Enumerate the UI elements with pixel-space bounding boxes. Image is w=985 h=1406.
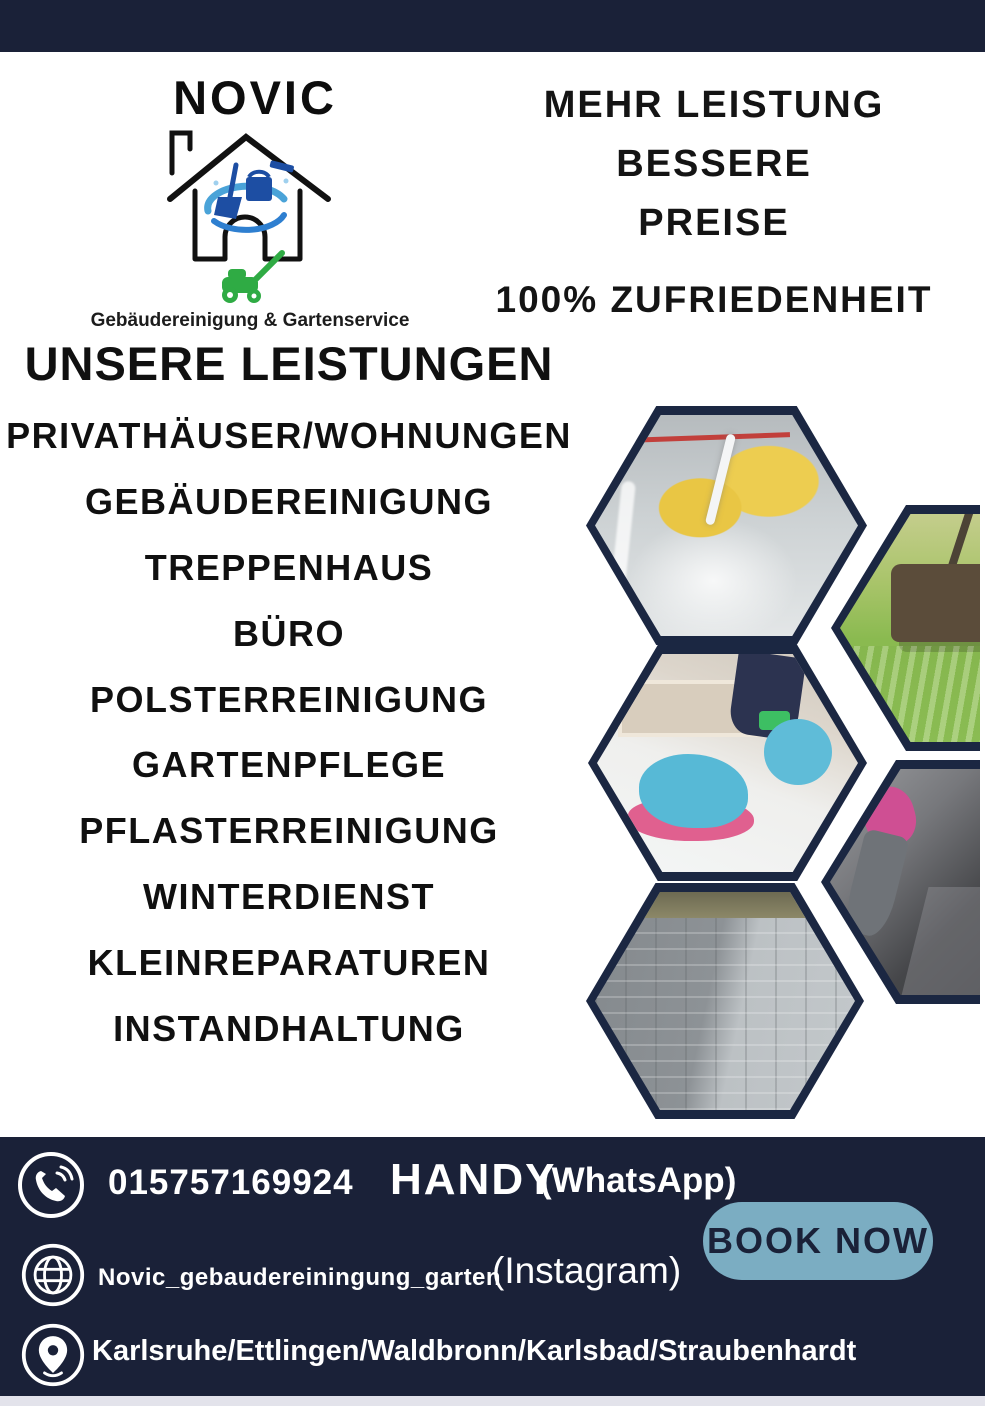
service-item: PRIVATHÄUSER/WOHNUNGEN: [6, 415, 572, 456]
service-item: GEBÄUDEREINIGUNG: [84, 480, 494, 522]
tagline-line-1: MEHR LEISTUNG BESSERE: [543, 84, 885, 185]
brand-subtitle: Gebäudereinigung & Gartenservice: [90, 310, 410, 331]
service-item: GARTENPFLEGE: [131, 744, 446, 786]
service-item: POLSTERREINIGUNG: [89, 678, 489, 720]
service-areas: Karlsruhe/Ettlingen/Waldbronn/Karlsbad/Straubenhardt: [92, 1335, 857, 1367]
photo-sofa-cleaning-image: [830, 769, 980, 995]
photo-window-cleaning: [586, 406, 867, 645]
photo-paving-cleaning-image: [595, 892, 855, 1110]
tagline-line-3: 100% ZUFRIEDENHEIT: [495, 278, 933, 320]
service-item: WINTERDIENST: [143, 876, 435, 918]
blue-glove-shape: [764, 719, 832, 784]
service-item: INSTANDHALTUNG: [113, 1007, 465, 1049]
foam-streak-shape: [610, 481, 636, 597]
vacuum-nozzle-shape: [841, 828, 910, 940]
service-item: BÜRO: [233, 612, 345, 654]
blue-glove-shape: [639, 754, 749, 828]
tagline-line-2: PREISE: [638, 201, 790, 244]
cleaned-stripe-shape: [901, 887, 980, 995]
instagram-handle: Novic_gebaudereiningung_garten: [98, 1264, 502, 1291]
service-item: PFLASTERREINIGUNG: [79, 810, 499, 852]
squeegee-handle-shape: [627, 432, 790, 443]
brand-name: NOVIC: [173, 71, 337, 124]
contact-footer: [0, 1137, 985, 1396]
services-heading: UNSERE LEISTUNGEN: [24, 337, 554, 390]
photo-surface-cleaning: [588, 645, 867, 881]
location-pin-icon: [20, 1322, 86, 1388]
photo-surface-cleaning-image: [597, 654, 858, 872]
instagram-label: (Instagram): [492, 1250, 682, 1291]
soil-edge-shape: [595, 892, 855, 918]
globe-icon: [20, 1242, 86, 1308]
phone-label: HANDY: [390, 1155, 557, 1204]
service-item: KLEINREPARATUREN: [87, 942, 491, 983]
phone-number: 015757169924: [108, 1163, 354, 1202]
photo-window-cleaning-image: [595, 415, 858, 636]
grass-texture-shape: [840, 646, 980, 742]
book-now-button[interactable]: BOOK NOW: [703, 1202, 933, 1280]
mower-body-shape: [891, 564, 980, 642]
phone-icon: [16, 1150, 86, 1220]
service-item: TREPPENHAUS: [144, 546, 434, 588]
whatsapp-label: (WhatsApp): [540, 1161, 737, 1200]
bottom-edge-strip: [0, 1396, 985, 1406]
photo-lawn-mowing-image: [840, 514, 980, 742]
photo-paving-cleaning: [586, 883, 864, 1119]
squeegee-blade-shape: [705, 433, 736, 525]
